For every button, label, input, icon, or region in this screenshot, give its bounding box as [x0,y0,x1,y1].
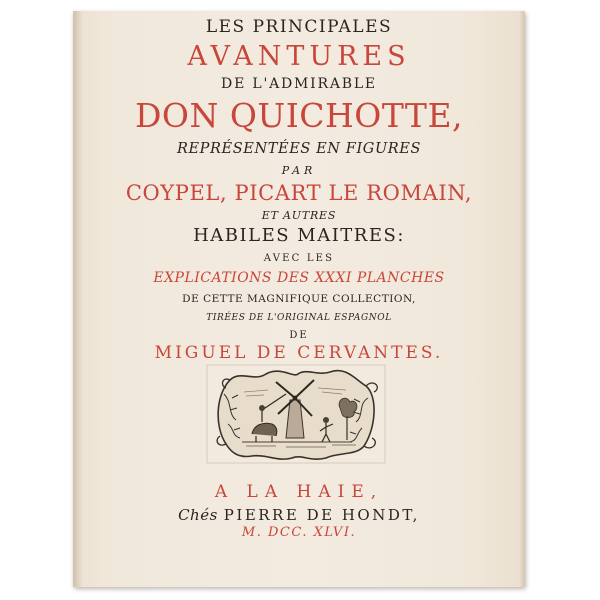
title-page [73,11,525,587]
title-line-habiles-maitres: HABILES MAITRES: [193,225,405,246]
title-line-de-ladmirable: DE L'ADMIRABLE [221,76,377,92]
imprint-pre: Chés [178,506,218,524]
title-line-representees: REPRÉSENTÉES EN FIGURES [176,141,422,157]
title-line-artists: COYPEL, PICART LE ROMAIN, [125,181,473,205]
imprint-publisher: PIERRE DE HONDT, [223,506,420,524]
imprint-year: M. DCC. XLVI. [241,525,357,540]
title-line-explications: EXPLICATIONS DES XXXI PLANCHES [153,270,445,286]
title-line-par: PAR [281,164,317,177]
imprint-place: A LA HAIE, [214,482,384,502]
title-line-tirees: TIRÉES DE L'ORIGINAL ESPAGNOL [206,313,392,323]
title-line-avantures: AVANTURES [187,41,411,72]
title-line-author: MIGUEL DE CERVANTES. [154,343,444,363]
title-line-avec-les: AVEC LES [263,253,335,264]
title-line-et-autres: ET AUTRES [261,209,337,222]
title-line-de: DE [289,330,309,341]
engraved-vignette-image [206,364,386,464]
title-line-les-principales: LES PRINCIPALES [205,17,393,37]
title-line-collection: DE CETTE MAGNIFIQUE COLLECTION, [182,293,416,305]
title-line-don-quichotte: DON QUICHOTTE, [134,96,464,135]
imprint-publisher-line [73,508,525,523]
